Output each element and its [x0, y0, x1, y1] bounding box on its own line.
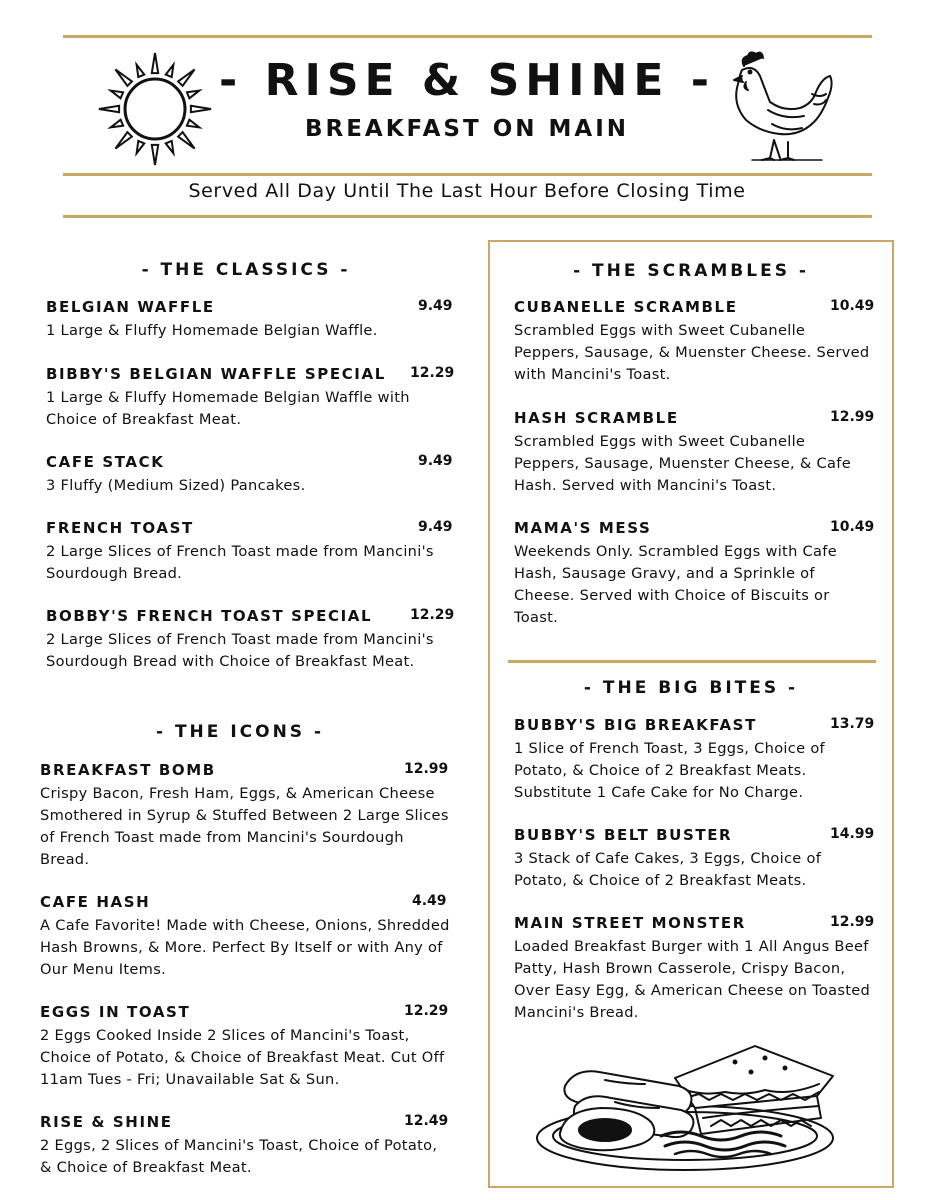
item-name: MAMA'S MESS [514, 519, 652, 537]
header-bottom-divider [63, 173, 872, 176]
item-description: 3 Fluffy (Medium Sized) Pancakes. [46, 477, 306, 494]
sun-ray [99, 106, 119, 112]
menu-item-hash-scramble [514, 409, 874, 497]
item-description: 3 Stack of Cafe Cakes, 3 Eggs, Choice of Potato, & Choice of 2 Breakfast Meats. [514, 850, 822, 889]
item-name: HASH SCRAMBLE [514, 409, 679, 427]
menu-item-mamas-mess [514, 519, 874, 629]
item-description: Weekends Only. Scrambled Eggs with Cafe Hash, Sausage Gravy, and a Sprinkle of Cheese. Served with Choice of Biscuits or Toast. [514, 543, 838, 626]
item-price: 12.29 [404, 1003, 449, 1019]
item-description: Scrambled Eggs with Sweet Cubanelle Peppers, Sausage, Muenster Cheese, & Cafe Hash. Served with Mancini's Toast. [514, 433, 852, 494]
item-price: 12.29 [410, 365, 455, 381]
item-name: BIBBY'S BELGIAN WAFFLE SPECIAL [46, 365, 386, 383]
item-name: BUBBY'S BELT BUSTER [514, 826, 733, 844]
breakfast-plate-illustration [535, 1038, 845, 1178]
menu-item-bubbys-belt-buster [514, 826, 874, 892]
menu-item-breakfast-bomb [40, 761, 450, 871]
item-name: CAFE HASH [40, 893, 151, 911]
tagline-bottom-divider [63, 215, 872, 218]
item-description: 2 Eggs, 2 Slices of Mancini's Toast, Choice of Potato, & Choice of Breakfast Meat. [40, 1137, 438, 1176]
sun-ray [166, 141, 174, 153]
sun-ray [137, 141, 145, 153]
menu-item-bobbys-french-toast-special [46, 607, 456, 673]
item-name: BELGIAN WAFFLE [46, 298, 215, 316]
item-name: CAFE STACK [46, 453, 165, 471]
page-title: - RISE & SHINE - [219, 55, 715, 106]
menu-item-cafe-hash [40, 893, 450, 981]
menu-item-eggs-in-toast [40, 1003, 450, 1091]
item-description: 1 Large & Fluffy Homemade Belgian Waffle with Choice of Breakfast Meat. [46, 389, 410, 428]
item-name: FRENCH TOAST [46, 519, 194, 537]
item-name: CUBANELLE SCRAMBLE [514, 298, 738, 316]
item-name: EGGS IN TOAST [40, 1003, 191, 1021]
item-description: 1 Slice of French Toast, 3 Eggs, Choice of Potato, & Choice of 2 Breakfast Meats. Substitute 1 Cafe Cake for No Charge. [514, 740, 825, 801]
item-description: 2 Large Slices of French Toast made from Mancini's Sourdough Bread with Choice of Breakfast Meat. [46, 631, 434, 670]
item-price: 9.49 [418, 298, 453, 314]
item-price: 4.49 [412, 893, 447, 909]
item-name: MAIN STREET MONSTER [514, 914, 746, 932]
sun-ray [152, 145, 158, 165]
item-description: Loaded Breakfast Burger with 1 All Angus Beef Patty, Hash Brown Casserole, Crispy Bacon, Over Easy Egg, & American Cheese on Toasted Mancini's Bread. [514, 938, 871, 1021]
item-description: 1 Large & Fluffy Homemade Belgian Waffle. [46, 322, 378, 339]
item-description: A Cafe Favorite! Made with Cheese, Onions, Shredded Hash Browns, & More. Perfect By Itself or with Any of Our Menu Items. [40, 917, 450, 978]
item-description: 2 Eggs Cooked Inside 2 Slices of Mancini's Toast, Choice of Potato, & Choice of Breakfast Meat. Cut Off 11am Tues - Fri; Unavailable Sat & Sun. [40, 1027, 445, 1088]
menu-item-rise-and-shine [40, 1113, 450, 1179]
item-price: 12.99 [404, 761, 449, 777]
item-description: Crispy Bacon, Fresh Ham, Eggs, & American Cheese Smothered in Syrup & Stuffed Between 2 Large Slices of French Toast made from Mancini's Sourdough Bread. [40, 785, 449, 868]
item-price: 14.99 [830, 826, 875, 842]
classics-heading: - THE CLASSICS - [141, 260, 351, 280]
item-name: RISE & SHINE [40, 1113, 173, 1131]
item-price: 10.49 [830, 298, 875, 314]
box-section-divider [508, 660, 876, 663]
item-price: 9.49 [418, 453, 453, 469]
service-hours-tagline: Served All Day Until The Last Hour Before Closing Time [188, 180, 746, 202]
item-price: 10.49 [830, 519, 875, 535]
menu-item-cubanelle-scramble [514, 298, 874, 386]
menu-item-main-street-monster [514, 914, 874, 1024]
header-top-divider [63, 35, 872, 38]
scrambles-heading: - THE SCRAMBLES - [573, 261, 809, 281]
item-name: BREAKFAST BOMB [40, 761, 216, 779]
item-price: 13.79 [830, 716, 875, 732]
menu-item-french-toast [46, 519, 456, 585]
item-price: 9.49 [418, 519, 453, 535]
menu-item-belgian-waffle [46, 298, 456, 342]
item-price: 12.99 [830, 409, 875, 425]
item-description: 2 Large Slices of French Toast made from Mancini's Sourdough Bread. [46, 543, 434, 582]
page-subtitle: BREAKFAST ON MAIN [304, 116, 629, 142]
icons-heading: - THE ICONS - [155, 722, 325, 742]
item-name: BOBBY'S FRENCH TOAST SPECIAL [46, 607, 373, 625]
menu-item-cafe-stack [46, 453, 456, 497]
item-price: 12.29 [410, 607, 455, 623]
menu-item-bibbys-belgian-waffle-special [46, 365, 456, 431]
big-bites-heading: - THE BIG BITES - [583, 678, 799, 698]
item-description: Scrambled Eggs with Sweet Cubanelle Peppers, Sausage, & Muenster Cheese. Served with Mancini's Toast. [514, 322, 870, 383]
sun-ray [191, 106, 211, 112]
menu-item-bubbys-big-breakfast [514, 716, 874, 804]
item-price: 12.49 [404, 1113, 449, 1129]
item-price: 12.99 [830, 914, 875, 930]
item-name: BUBBY'S BIG BREAKFAST [514, 716, 757, 734]
